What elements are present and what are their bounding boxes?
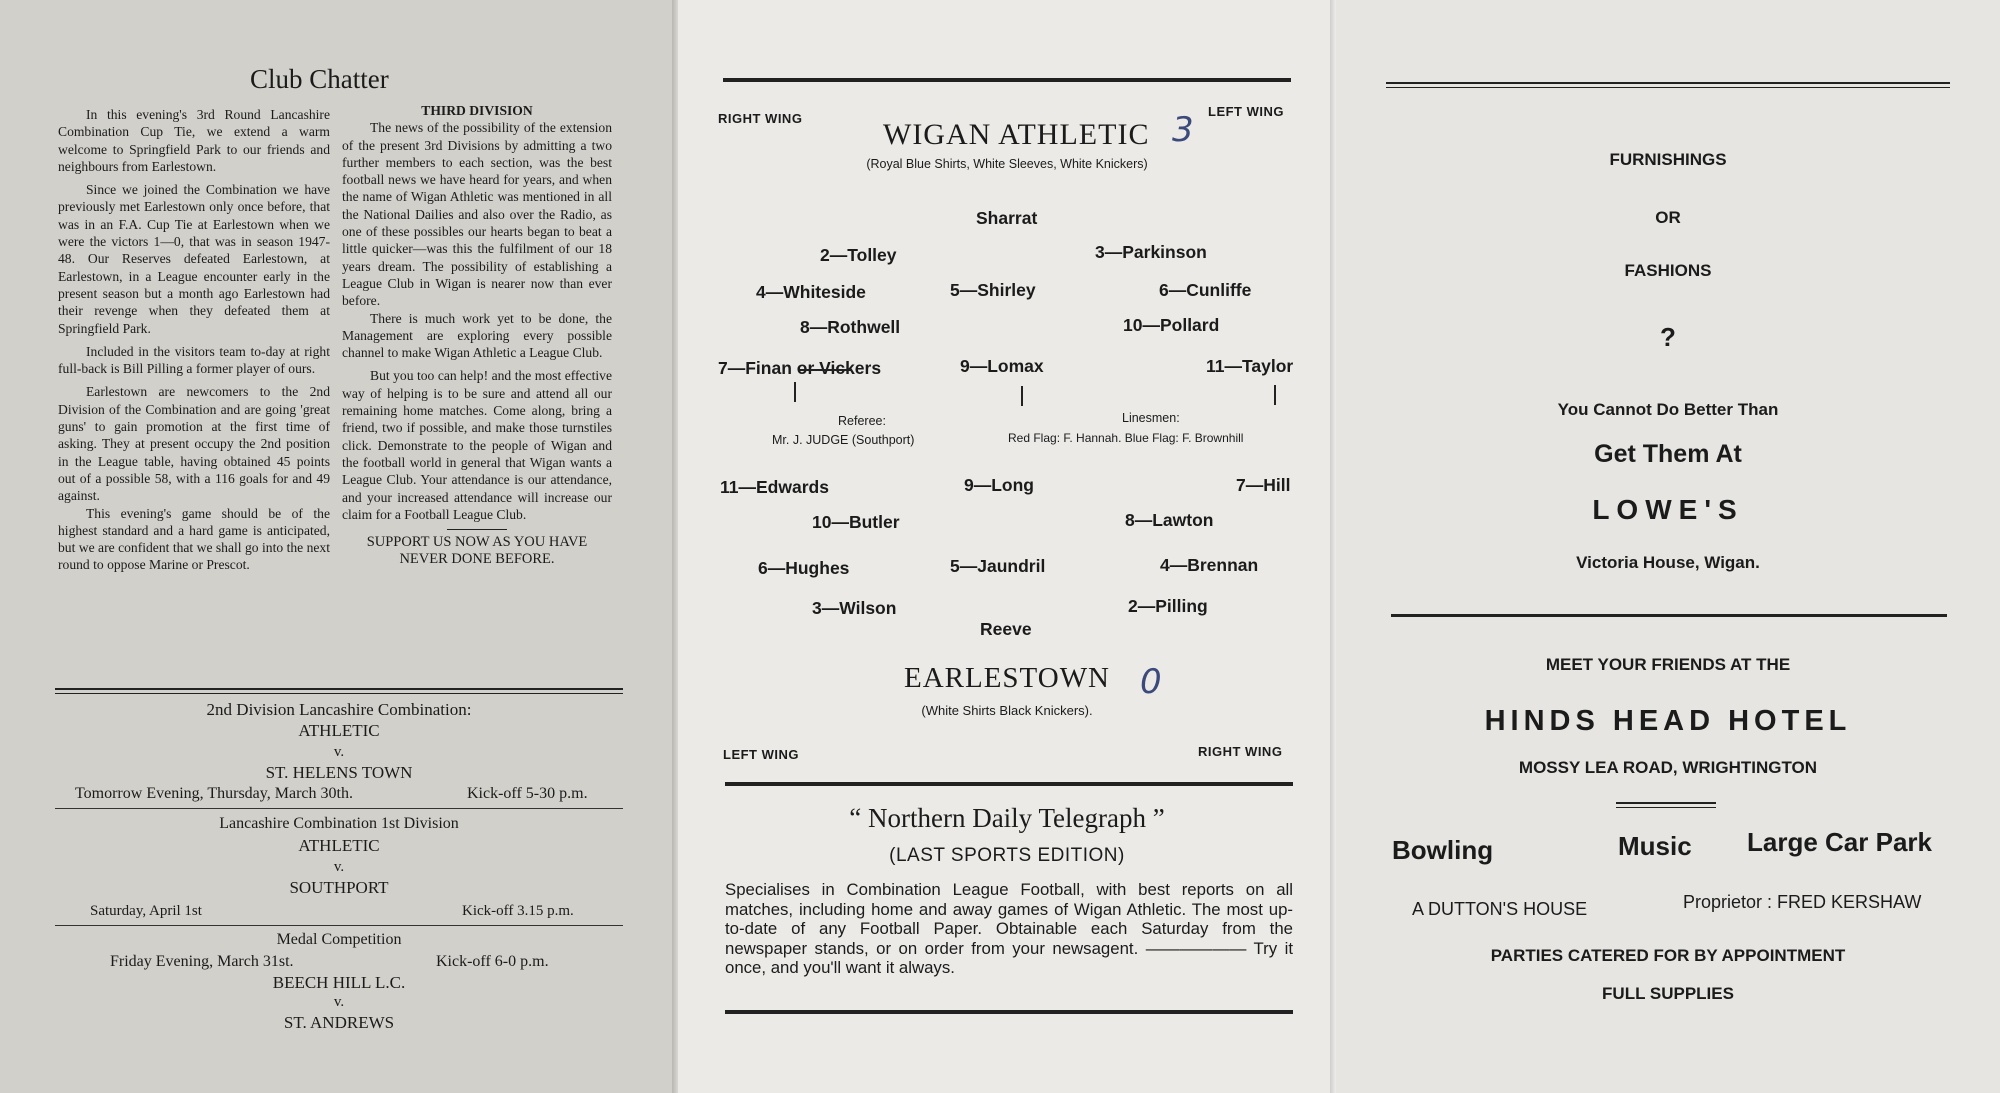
fixture-3-competition: Medal Competition (276, 931, 402, 948)
paragraph: Included in the visitors team to-day at right full-back is Bill Pilling a former player of ours. (58, 343, 330, 377)
newspaper-ad-title: “ Northern Daily Telegraph ” (849, 803, 1165, 833)
home-player-7: 7—Finan or Vickers (718, 358, 882, 378)
lowes-question-mark: ? (1660, 322, 1676, 352)
lowes-fashions: FASHIONS (1624, 261, 1712, 280)
away-player-6: 6—Hughes (758, 558, 850, 578)
fixture-1-competition: 2nd Division Lancashire Combination: (206, 700, 472, 719)
fixture-3-home: BEECH HILL L.C. (272, 973, 406, 992)
away-player-5: 5—Jaundril (950, 556, 1046, 576)
fixture-1-kickoff: Kick-off 5-30 p.m. (467, 785, 588, 802)
fixture-3-kickoff: Kick-off 6-0 p.m. (436, 953, 549, 970)
home-player-8: 8—Rothwell (800, 317, 901, 337)
lowes-cannot-do-better: You Cannot Do Better Than (1557, 400, 1779, 419)
fixture-2-date: Saturday, April 1st (90, 903, 202, 919)
hotel-name: HINDS HEAD HOTEL (1484, 705, 1852, 737)
hotel-parties-catered: PARTIES CATERED FOR BY APPOINTMENT (1490, 946, 1846, 965)
divider (1616, 802, 1716, 808)
hotel-full-supplies: FULL SUPPLIES (1602, 984, 1734, 1003)
linesmen-label: Linesmen: (1122, 411, 1180, 425)
fixture-1-home: ATHLETIC (298, 721, 380, 740)
lowes-address: Victoria House, Wigan. (1576, 553, 1760, 572)
divider (447, 529, 507, 530)
referee-label: Referee: (838, 414, 886, 428)
team-sheet-page (678, 0, 1336, 1093)
fixture-2-vs: v. (333, 859, 345, 875)
away-kit: (White Shirts Black Knickers). (921, 703, 1093, 718)
hotel-address: MOSSY LEA ROAD, WRIGHTINGTON (1518, 758, 1818, 777)
referee-name: Mr. J. JUDGE (Southport) (772, 433, 915, 447)
fixture-1-vs: v. (333, 744, 345, 760)
paragraph: The news of the possibility of the extension of the present 3rd Divisions by admitting a two further members to each section, was the best football news we have heard for years, and when the name of Wigan Athletic was mentioned in all the National Dailies and also over the Radio, as one of these possibles our hearts began to beat a little quicker—was this the fulfilment of our 18 years dream. The possibility of establishing a League Club in Wigan is nearer now than ever before. (342, 120, 612, 309)
away-player-2: 2—Pilling (1128, 596, 1208, 616)
divider (55, 688, 623, 694)
chatter-column-1 (58, 106, 330, 580)
lowes-furnishings: FURNISHINGS (1609, 150, 1727, 169)
home-goalkeeper: Sharrat (976, 208, 1038, 228)
handwritten-away-score: 0 (1140, 662, 1162, 702)
fixture-2-away: SOUTHPORT (289, 878, 389, 897)
paragraph: There is much work yet to be done, the Management are exploring every possible channel to make Wigan Athletic a League Club. (342, 310, 612, 361)
newspaper-ad-body: Specialises in Combination League Football, with best reports on all matches, including home and away games of Wigan Athletic. The most up-to-date of any Football Paper. Obtainable each Saturday from the newspaper stands, or on order from your newsagent. —————— Try it once, and you'll want it always. (725, 880, 1293, 978)
hotel-feature-bowling: Bowling (1392, 835, 1494, 865)
divider (1386, 82, 1950, 88)
chatter-column-2 (342, 102, 612, 574)
home-player-11: 11—Taylor (1206, 356, 1294, 376)
away-player-7: 7—Hill (1236, 475, 1291, 495)
hotel-proprietor: Proprietor : FRED KERSHAW (1683, 892, 1922, 912)
home-player-2: 2—Tolley (820, 245, 897, 265)
away-player-10: 10—Butler (812, 512, 900, 532)
fixture-2-home: ATHLETIC (298, 836, 380, 855)
adverts-page (1336, 0, 2000, 1093)
fixture-1-date: Tomorrow Evening, Thursday, March 30th. (75, 785, 353, 802)
divider (55, 808, 623, 809)
away-goalkeeper: Reeve (980, 619, 1032, 639)
paragraph: Since we joined the Combination we have previously met Earlestown only once before, that was in an F.A. Cup Tie at Earlestown when we were the victors 1—0, that was in season 1947-48. Our Reserves defeated Earlestown, at Earlestown, in a League encounter early in the present season but a month ago Earlestown had their revenge when they defeated them at Springfield Park. (58, 182, 330, 336)
away-player-4: 4—Brennan (1160, 555, 1259, 575)
home-player-3: 3—Parkinson (1095, 242, 1207, 262)
club-chatter-title: Club Chatter (250, 64, 389, 94)
hotel-feature-car-park: Large Car Park (1747, 827, 1932, 857)
hotel-feature-music: Music (1618, 831, 1692, 861)
hotel-duttons-house: A DUTTON'S HOUSE (1412, 899, 1588, 919)
hotel-meet-friends: MEET YOUR FRIENDS AT THE (1545, 655, 1791, 674)
fixture-2-kickoff: Kick-off 3.15 p.m. (462, 903, 574, 919)
home-player-6: 6—Cunliffe (1159, 280, 1252, 300)
third-division-heading: THIRD DIVISION (421, 103, 533, 118)
support-slogan: SUPPORT US NOW AS YOU HAVE NEVER DONE BEFORE. (366, 534, 588, 568)
away-right-wing-label: RIGHT WING (1198, 744, 1283, 759)
divider (725, 1010, 1293, 1014)
club-chatter-page (0, 0, 678, 1093)
fixture-3-vs: v. (333, 994, 345, 1010)
pen-tick-mark (794, 382, 796, 402)
linesmen-names: Red Flag: F. Hannah. Blue Flag: F. Brownhill (1008, 431, 1244, 445)
divider (1391, 614, 1947, 617)
divider (55, 925, 623, 926)
handwritten-home-score: 3 (1172, 110, 1194, 150)
paragraph: But you too can help! and the most effective way of helping is to be sure and attend all our remaining home matches. Come along, bring a friend, two if possible, and make those turnstiles click. Demonstrate to the people of Wigan and the football world in general that Wigan wants a League Club. Your attendance is our attendance, and your increased attendance will increase our claim for a Football League Club. (342, 368, 612, 522)
home-player-9: 9—Lomax (960, 356, 1044, 376)
divider (723, 78, 1291, 82)
home-left-wing-label: LEFT WING (1208, 104, 1284, 119)
newspaper-ad-subtitle: (LAST SPORTS EDITION) (889, 845, 1125, 866)
divider (725, 782, 1293, 786)
paragraph: Earlestown are newcomers to the 2nd Division of the Combination and are going 'great guns' to gain promotion at the first time of asking. They at present occupy the 2nd position in the League table, having obtained 45 points out of a possible 58, with a 116 goals for and 49 against. (58, 384, 330, 504)
home-right-wing-label: RIGHT WING (718, 111, 803, 126)
home-team-name: WIGAN ATHLETIC (883, 118, 1150, 151)
away-player-11: 11—Edwards (720, 477, 829, 497)
home-player-10: 10—Pollard (1123, 315, 1220, 335)
away-left-wing-label: LEFT WING (723, 747, 799, 762)
fixture-3-away: ST. ANDREWS (283, 1013, 395, 1032)
paragraph: This evening's game should be of the highest standard and a hard game is anticipated, but we are confident that we shall go into the next round to oppose Marine or Prescot. (58, 505, 330, 573)
pen-tick-mark (1274, 385, 1276, 405)
away-player-9: 9—Long (964, 475, 1034, 495)
away-player-3: 3—Wilson (812, 598, 897, 618)
away-team-name: EARLESTOWN (904, 662, 1111, 694)
home-player-4: 4—Whiteside (756, 282, 866, 302)
pen-tick-mark (1021, 386, 1023, 406)
fixture-2-competition: Lancashire Combination 1st Division (219, 815, 459, 832)
lowes-get-them-at: Get Them At (1594, 440, 1742, 468)
home-kit: (Royal Blue Shirts, White Sleeves, White Knickers) (866, 157, 1148, 171)
paragraph: In this evening's 3rd Round Lancashire Combination Cup Tie, we extend a warm welcome to Springfield Park to our friends and neighbours from Earlestown. (58, 107, 330, 174)
lowes-or: OR (1655, 208, 1681, 227)
fixture-3-date: Friday Evening, March 31st. (110, 953, 294, 970)
lowes-name: LOWE'S (1592, 494, 1744, 525)
crossed-out-mark (800, 369, 852, 371)
fixture-1-away: ST. HELENS TOWN (265, 763, 413, 782)
home-player-5: 5—Shirley (950, 280, 1036, 300)
away-player-8: 8—Lawton (1125, 510, 1214, 530)
